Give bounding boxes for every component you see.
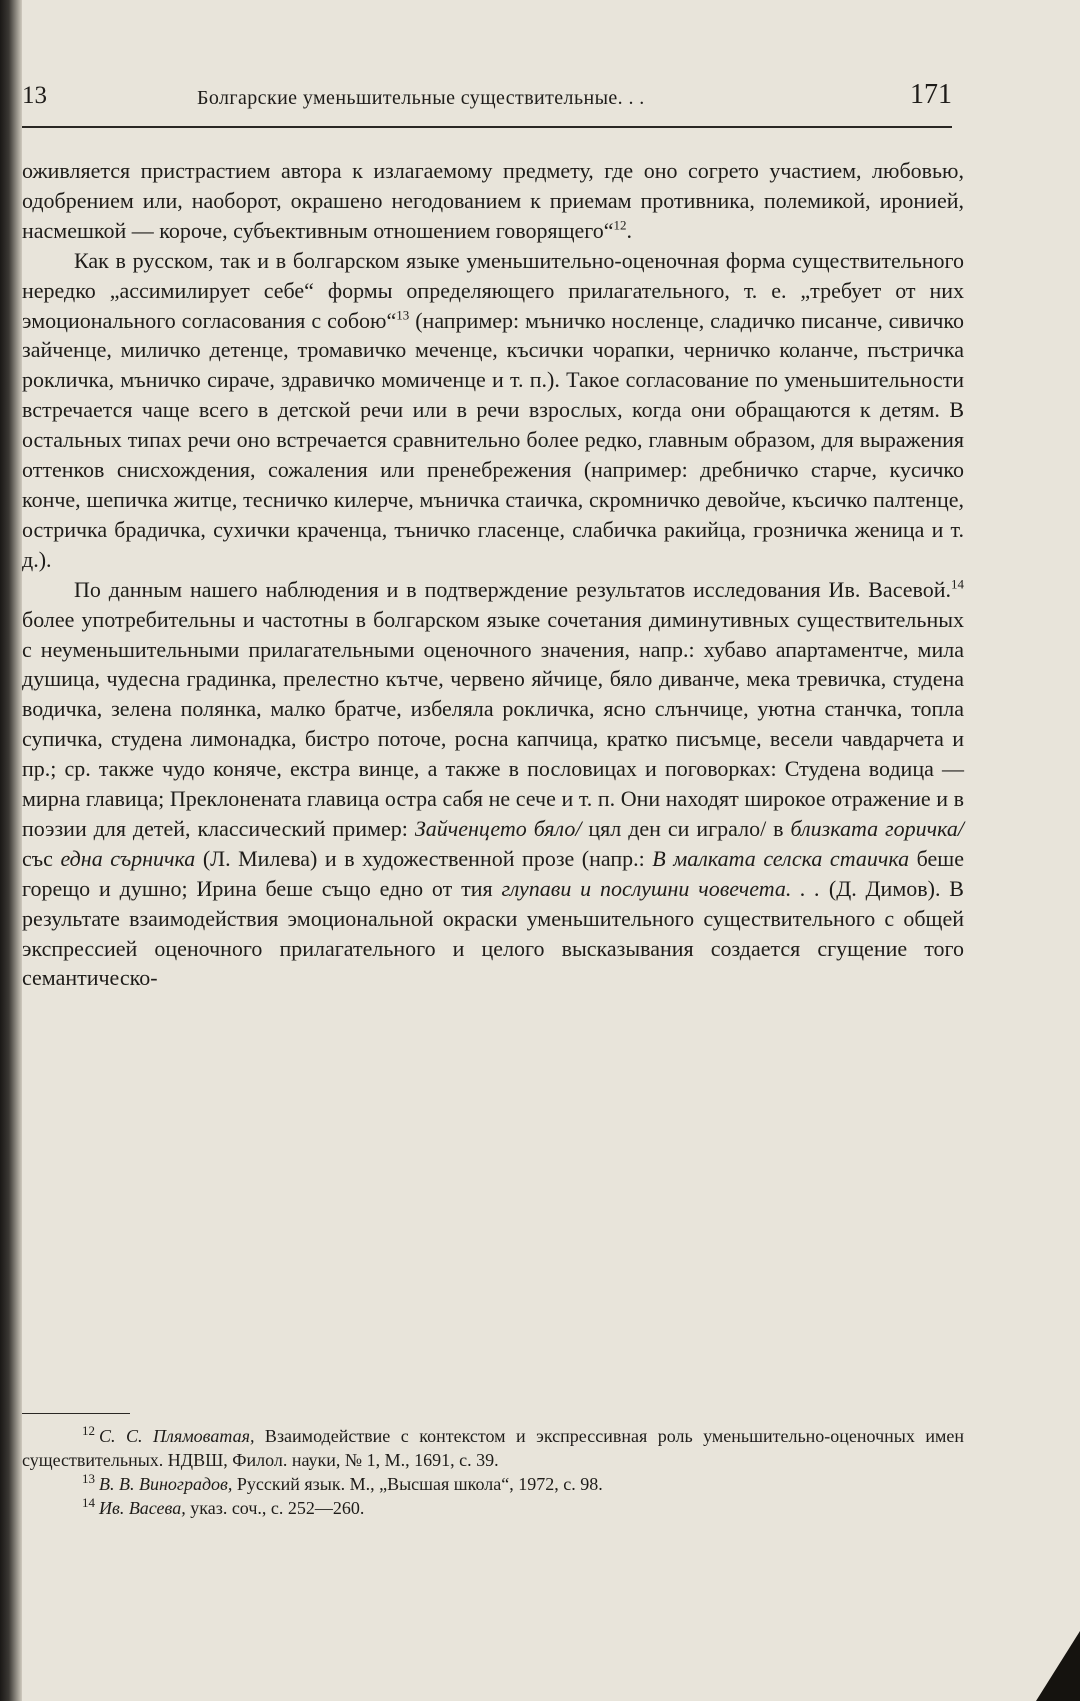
- page-binding-shadow: [0, 0, 22, 1701]
- text-run: със: [22, 845, 61, 871]
- italic-text: една сърничка: [60, 845, 196, 871]
- text-run: оживляется пристрастием автора к излагаемому предмету, где оно согрето участием, любовью, одобрением или, наоборот, окрашено негодованием к приемам противника, полемикой, иронией, насмешкой — короче, субъективным отношением говорящего“: [22, 158, 964, 243]
- left-page-number: 13: [22, 82, 47, 109]
- text-run: По данным нашего наблюдения и в подтверждение результатов исследования Ив. Васевой.: [74, 576, 951, 602]
- footnote-rule: [22, 1413, 130, 1414]
- text-run: цял ден си играло/ в: [581, 815, 791, 841]
- paragraph: [22, 575, 964, 994]
- footnote-text: Русский язык. М., „Высшая школа“, 1972, с. 98.: [232, 1474, 603, 1494]
- page-number: 171: [910, 79, 952, 110]
- footnotes: [22, 1424, 964, 1520]
- main-text: [22, 156, 964, 993]
- italic-text: Зайченцето бяло/: [414, 815, 582, 841]
- footnote-author: В. В. Виноградов,: [99, 1474, 233, 1494]
- footnote-ref: 13: [396, 307, 410, 323]
- footnote: [22, 1496, 964, 1520]
- footnote-ref: 12: [613, 217, 627, 233]
- italic-text: близката горичка/: [790, 815, 964, 841]
- footnote-text: Взаимодействие с контекстом и экспрессивная роль уменьшительно-оценочных имен существительных. НДВШ, Филол. науки, № 1, М., 1691, с. 39.: [22, 1426, 964, 1470]
- running-title: Болгарские уменьшительные существительные. . .: [197, 87, 645, 109]
- corner-mark: [1036, 1631, 1080, 1701]
- text-run: более употребительны и частотны в болгарском языке сочетания диминутивных существительных с неуменьшительными прилагательными оценочного значения, напр.: хубаво апартаментче, мила душица, чудесна градинка, прелестно кътче, червено яйчице, бяло диванче, мека тревичка, студена водичка, зелена полянка, малко братче, избеляла рокличка, ясно слънчице, уютна станчка, топла супичка, студена лимонадка, бистро поточе, росна капчица, кратко писъмце, весели чавдарчета и пр.; ср. также чудо коняче, екстра винце, а также в пословицах и поговорках: Студена водица — мирна главица; Преклонената главица остра сабя не сече и т. п. Они находят широкое отражение и в поэзии для детей, классический пример:: [22, 606, 964, 841]
- footnote-number: 14: [82, 1495, 95, 1510]
- italic-text: глупави и послушни човечета. . .: [501, 875, 821, 901]
- header-rule: [22, 126, 952, 128]
- footnote-number: 12: [82, 1423, 95, 1438]
- text-run: (Д. Димов). В результате взаимодействия эмоциональной окраски уменьшительного существительного с общей экспрессией оценочного прилагательного и целого высказывания создается сгущение того семантическо-: [22, 875, 964, 991]
- footnote-author: Ив. Васева,: [99, 1498, 186, 1518]
- footnote-author: С. С. Плямоватая,: [99, 1426, 255, 1446]
- footnote: [22, 1424, 964, 1472]
- italic-text: В малката селска стаичка: [652, 845, 910, 871]
- footnote-number: 13: [82, 1471, 95, 1486]
- footnote: [22, 1472, 964, 1496]
- paragraph: [22, 246, 964, 575]
- footnote-ref: 14: [951, 576, 964, 592]
- text-run: Как в русском, так и в болгарском языке уменьшительно-оценочная форма существительного нередко „ассимилирует себе“ формы определяющего прилагательного, т. е. „требует от них эмоционального согласования с собою“: [22, 247, 964, 333]
- text-run: .: [626, 217, 633, 243]
- footnote-text: указ. соч., с. 252—260.: [185, 1498, 365, 1518]
- paragraph: [22, 156, 964, 246]
- text-run: беше горещо и душно; Ирина беше също едно от тия: [22, 845, 965, 901]
- text-run: (например: мъничко носленце, сладичко писанче, сивичко зайченце, миличко детенце, тромавичко меченце, късички чорапки, черничко коланче, пъстричка рокличка, мъничко сираче, здравичко момиченце и т. п.). Такое согласование по уменьшительности встречается чаще всего в детской речи или в речи взрослых, когда они обращаются к детям. В остальных типах речи оно встречается сравнительно более редко, главным образом, для выражения оттенков снисхождения, сожаления или пренебрежения (например: дребничко старче, кусичко конче, шепичка житце, тесничко килерче, мъничка стаичка, скромничко девойче, късичко палтенце, остричка брадичка, сухички краченца, тъничко гласенце, слабичка ракийца, грозничка женица и т. д.).: [22, 307, 964, 572]
- text-run: (Л. Милева) и в художественной прозе (напр.:: [195, 845, 653, 871]
- page-header: [22, 79, 952, 122]
